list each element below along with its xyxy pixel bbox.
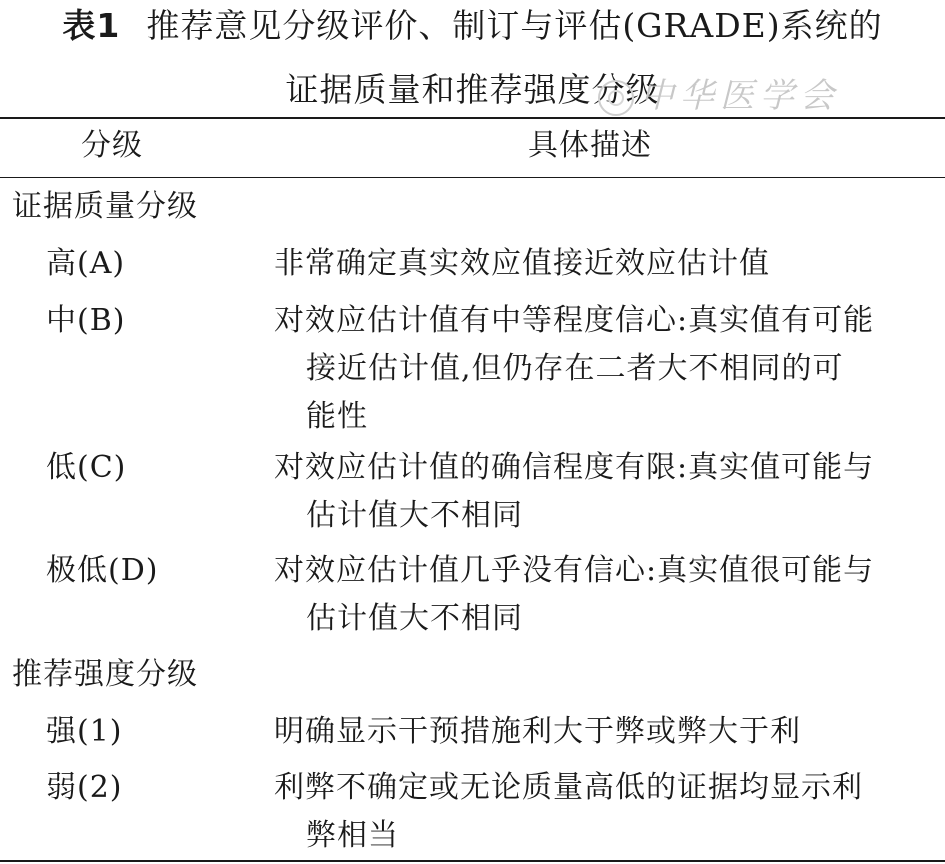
description-cell [274, 444, 940, 540]
header-rule [0, 177, 945, 178]
description-line: 能性 [306, 399, 368, 434]
grade-cell: 中(B) [46, 303, 126, 338]
caption-line-1 [0, 0, 945, 52]
description-cell [274, 708, 940, 756]
description-cell [274, 547, 940, 643]
section-title-recommendation-strength: 推荐强度分级 [12, 657, 198, 692]
description-cell [274, 240, 940, 288]
description-line: 估计值大不相同 [306, 601, 523, 636]
description-line: 利弊不确定或无论质量高低的证据均显示利 [274, 770, 863, 805]
description-line: 估计值大不相同 [306, 498, 523, 533]
grade-cell: 弱(2) [46, 770, 123, 805]
section-title-evidence-quality: 证据质量分级 [12, 189, 198, 224]
description-line: 接近估计值,但仍存在二者大不相同的可 [306, 351, 844, 386]
watermark [598, 68, 840, 117]
grade-cell: 高(A) [46, 246, 126, 281]
bottom-rule [0, 860, 945, 862]
description-line: 明确显示干预措施利大于弊或弊大于利 [274, 714, 801, 749]
description-line: 对效应估计值的确信程度有限:真实值可能与 [274, 450, 875, 485]
caption-line-2: 证据质量和推荐强度分级 [285, 70, 660, 109]
description-cell [274, 764, 940, 860]
table-label: 表1 [62, 6, 121, 45]
header-grade: 分级 [81, 128, 143, 163]
grade-cell: 强(1) [46, 714, 123, 749]
header-description: 具体描述 [528, 128, 652, 163]
description-line: 对效应估计值有中等程度信心:真实值有可能 [274, 303, 875, 338]
top-rule [0, 117, 945, 119]
description-line: 弊相当 [306, 818, 399, 853]
caption-title-part-1: 推荐意见分级评价、制订与评估(GRADE)系统的 [146, 6, 883, 45]
description-line: 非常确定真实效应值接近效应估计值 [274, 246, 770, 281]
watermark-text: 中华医学会 [640, 76, 840, 116]
grade-cell: 极低(D) [46, 553, 159, 588]
description-cell [274, 297, 940, 441]
description-line: 对效应估计值几乎没有信心:真实值很可能与 [274, 553, 875, 588]
grade-cell: 低(C) [46, 450, 127, 485]
watermark-seal-icon [598, 80, 634, 116]
